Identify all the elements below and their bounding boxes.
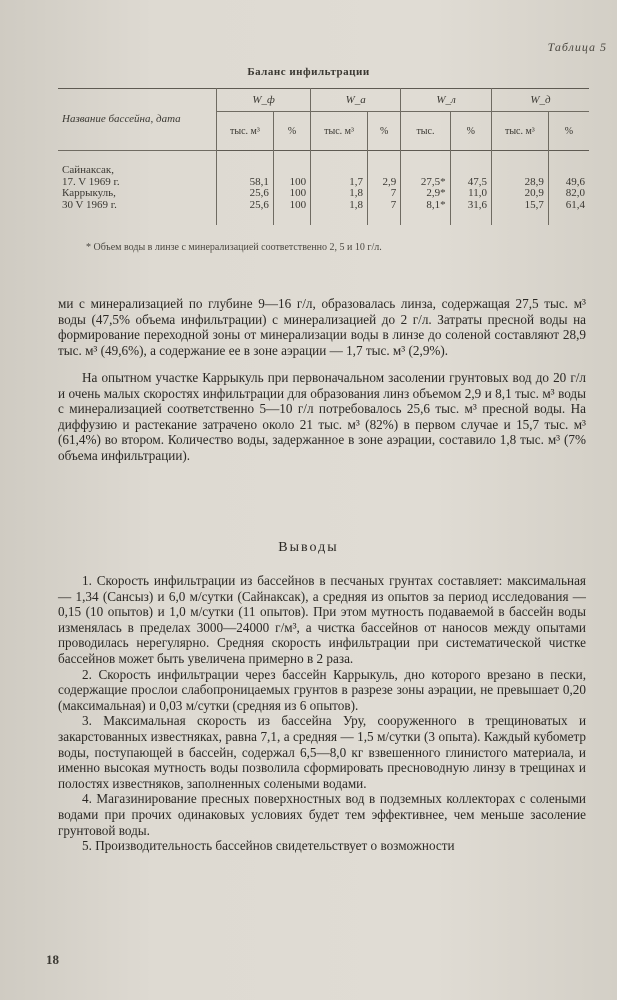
group-header: W_л <box>401 89 492 112</box>
table-row <box>58 200 589 212</box>
sub-header: тыс. м³ <box>311 112 368 151</box>
conclusion-item: 1. Скорость инфильтрации из бассейнов в песчаных грунтах составляет: максимальная — 1,34 (Сансыз) и 6,0 м/сутки (Сайнаксак), а средняя из опытов за период исследования — 0,15 (10 опытов) и 1,0 м/сутки (11 опытов). При этом мутность подаваемой в бассейн воды изменялась в пределах 3000—24000 г/м³, а чистка бассейнов от наносов между опытами проводилась нерегулярно. Средняя скорость инфильтрации при систематической чистке бассейнов может быть увеличена примерно в 2 раза. <box>58 573 586 666</box>
sub-header: % <box>450 112 491 151</box>
conclusions-list <box>58 573 586 854</box>
table-cell: 27,5* <box>401 177 450 189</box>
basin-date: 17. V 1969 г. <box>62 175 120 188</box>
table-cell: 28,9 <box>491 177 548 189</box>
table-row <box>58 165 589 177</box>
table-cell: 49,6 <box>548 177 589 189</box>
group-header: W_а <box>311 89 401 112</box>
table-cell: 8,1* <box>401 200 450 212</box>
table-cell: 31,6 <box>450 200 491 212</box>
page-number: 18 <box>46 952 59 967</box>
infiltration-balance-table <box>58 88 589 225</box>
paragraph: На опытном участке Каррыкуль при первоначальном засолении грунтовых вод до 20 г/л и очень малых скоростях инфильтрации для образования линз объемом 2,9 и 8,1 тыс. м³ воды с минерализацией соответственно 5—10 г/л потребовалось 25,6 тыс. м³ пресной воды. На диффузию и растекание затрачено около 21 тыс. м³ (82%) в первом случае и 15,7 тыс. м³ (61,4%) во втором. Количество воды, задержанное в зоне аэрации, составило 1,8 тыс. м³ (7% объема инфильтрации). <box>58 370 586 463</box>
table-cell: 2,9* <box>401 188 450 200</box>
table-cell: 20,9 <box>491 188 548 200</box>
table-cell: 61,4 <box>548 200 589 212</box>
table-cell: 7 <box>367 188 400 200</box>
conclusion-item: 5. Производительность бассейнов свидетельствует о возможности <box>82 838 455 854</box>
table-cell: 47,5 <box>450 177 491 189</box>
table-cell: 25,6 <box>217 188 274 200</box>
table-cell: 7 <box>367 200 400 212</box>
table-label: Таблица 5 <box>547 40 607 54</box>
table-cell: 11,0 <box>450 188 491 200</box>
table-cell: 100 <box>273 177 310 189</box>
table-footnote: * Объем воды в линзе с минерализацией соответственно 2, 5 и 10 г/л. <box>86 242 382 253</box>
table-cell: 1,7 <box>311 177 368 189</box>
paragraph: ми с минерализацией по глубине 9—16 г/л, образовалась линза, содержащая 27,5 тыс. м³ воды (47,5% объема инфильтрации) с минерализацией до 2 г/л. Затраты пресной воды на формирование переходной зоны от минерализации воды в линзе до соленой составляют 28,9 тыс. м³ (49,6%), а содержание ее в зоне аэрации — 1,7 тыс. м³ (2,9%). <box>58 296 586 358</box>
table-cell: 1,8 <box>311 200 368 212</box>
table-title: Баланс инфильтрации <box>247 66 370 78</box>
table-cell: 58,1 <box>217 177 274 189</box>
sub-header: % <box>367 112 400 151</box>
conclusion-item: 2. Скорость инфильтрации через бассейн Каррыкуль, дно которого врезано в пески, содержащие прослои слабопроницаемых грунтов в разрезе зоны аэрации, не превышает 0,20 (максимальная) и 0,03 м/сутки (средняя из 6 опытов). <box>58 666 586 713</box>
basin-date: 30 V 1969 г. <box>62 198 117 211</box>
group-header: W_д <box>491 89 589 112</box>
group-header: W_ф <box>217 89 311 112</box>
table-row <box>58 188 589 200</box>
table-cell: 100 <box>273 200 310 212</box>
table-cell: 15,7 <box>491 200 548 212</box>
name-column-header: Название бассейна, дата <box>58 89 217 151</box>
conclusion-item: 4. Магазинирование пресных поверхностных вод в подземных коллекторах с солеными водами при прочих одинаковых условиях будет тем эффективнее, чем меньше засоление грунтовой воды. <box>58 791 586 838</box>
conclusions-heading: Выводы <box>278 540 339 555</box>
sub-header: тыс. <box>401 112 450 151</box>
table-cell: 100 <box>273 188 310 200</box>
conclusion-item: 3. Максимальная скорость из бассейна Уру, сооруженного в трещиноватых и закарстованных известняках, равна 7,1, а средняя — 1,5 м/сутки (3 опыта). Каждый кубометр воды, поступающей в бассейн, содержал 6,5—8,0 кг взвешенного глинистого материала, и именно высокая мутность воды позволила сформировать пресноводную линзу в трещинах и полостях известняков, заполненных солеными водами. <box>58 713 586 791</box>
sub-header: тыс. м³ <box>217 112 274 151</box>
sub-header: тыс. м³ <box>491 112 548 151</box>
basin-name: Каррыкуль, <box>62 187 116 199</box>
basin-name: Сайнаксак, <box>62 164 114 176</box>
sub-header: % <box>273 112 310 151</box>
table-cell: 82,0 <box>548 188 589 200</box>
table-row <box>58 177 589 189</box>
sub-header: % <box>548 112 589 151</box>
paragraph-block <box>58 296 586 358</box>
table-cell: 1,8 <box>311 188 368 200</box>
table-cell: 25,6 <box>217 200 274 212</box>
paragraph-block <box>58 370 586 464</box>
table-cell: 2,9 <box>367 177 400 189</box>
